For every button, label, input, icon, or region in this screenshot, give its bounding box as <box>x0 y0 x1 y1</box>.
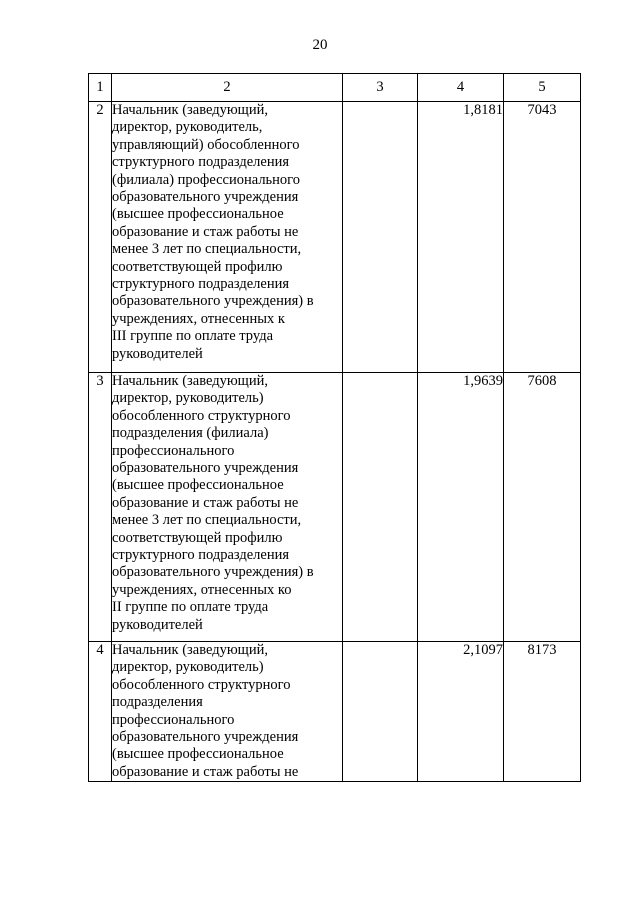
col3-cell <box>343 642 418 782</box>
description-line: Начальник (заведующий, <box>112 642 268 658</box>
description-line: профессионального <box>112 442 235 459</box>
header-col-4: 4 <box>418 74 504 102</box>
coefficient-cell: 1,9639 <box>418 373 504 642</box>
description-line: структурного подразделения <box>112 154 290 171</box>
description-line: директор, руководитель) <box>112 390 264 407</box>
header-col-1: 1 <box>89 74 112 102</box>
description-line: директор, руководитель, <box>112 119 263 136</box>
description-line: управляющий) обособленного <box>112 136 300 153</box>
description-line: (высшее профессиональное <box>112 477 284 494</box>
row-number: 3 <box>89 373 112 642</box>
description-line: соответствующей профилю <box>112 529 283 546</box>
description-line: (филиала) профессионального <box>112 171 301 188</box>
description-line: учреждениях, отнесенных к <box>112 310 285 327</box>
salary-cell: 7043 <box>504 102 581 373</box>
description-line: обособленного структурного <box>112 676 291 693</box>
description-line: образовательного учреждения <box>112 729 299 746</box>
description-line: руководителей <box>112 616 203 633</box>
description-line: образовательного учреждения <box>112 189 299 206</box>
coefficient-cell: 2,1097 <box>418 642 504 782</box>
table-row <box>89 102 581 373</box>
description-line: директор, руководитель) <box>112 659 264 676</box>
description-line: III группе по оплате труда <box>112 328 274 345</box>
table-row <box>89 642 581 782</box>
table-header-row <box>89 74 581 102</box>
description-line: образовательного учреждения) в <box>112 564 314 581</box>
description-line: структурного подразделения <box>112 547 290 564</box>
description-line: профессионального <box>112 711 235 728</box>
col3-cell <box>343 102 418 373</box>
description-line: учреждениях, отнесенных ко <box>112 581 292 598</box>
col3-cell <box>343 373 418 642</box>
description-line: подразделения <box>112 694 203 711</box>
description-line: (высшее профессиональное <box>112 206 284 223</box>
header-col-5: 5 <box>504 74 581 102</box>
header-col-2: 2 <box>112 74 343 102</box>
row-number: 2 <box>89 102 112 373</box>
description-line: менее 3 лет по специальности, <box>112 241 302 258</box>
header-col-3: 3 <box>343 74 418 102</box>
description-line: менее 3 лет по специальности, <box>112 512 302 529</box>
position-description <box>112 373 343 642</box>
description-line: образование и стаж работы не <box>112 763 299 780</box>
description-line: структурного подразделения <box>112 276 290 293</box>
page-number: 20 <box>312 37 328 53</box>
row-number: 4 <box>89 642 112 782</box>
coefficient-cell: 1,8181 <box>418 102 504 373</box>
description-line: (высшее профессиональное <box>112 746 284 763</box>
description-line: образовательного учреждения <box>112 460 299 477</box>
description-line: подразделения (филиала) <box>112 425 269 442</box>
description-line: руководителей <box>112 345 203 362</box>
description-line: Начальник (заведующий, <box>112 102 268 118</box>
table-row <box>89 373 581 642</box>
position-description <box>112 102 343 373</box>
description-line: обособленного структурного <box>112 407 291 424</box>
salary-cell: 7608 <box>504 373 581 642</box>
salary-table <box>88 73 581 782</box>
description-line: образование и стаж работы не <box>112 494 299 511</box>
description-line: образовательного учреждения) в <box>112 293 314 310</box>
description-line: II группе по оплате труда <box>112 599 269 616</box>
description-line: образование и стаж работы не <box>112 223 299 240</box>
description-line: Начальник (заведующий, <box>112 373 268 389</box>
position-description <box>112 642 343 782</box>
salary-cell: 8173 <box>504 642 581 782</box>
description-line: соответствующей профилю <box>112 258 283 275</box>
